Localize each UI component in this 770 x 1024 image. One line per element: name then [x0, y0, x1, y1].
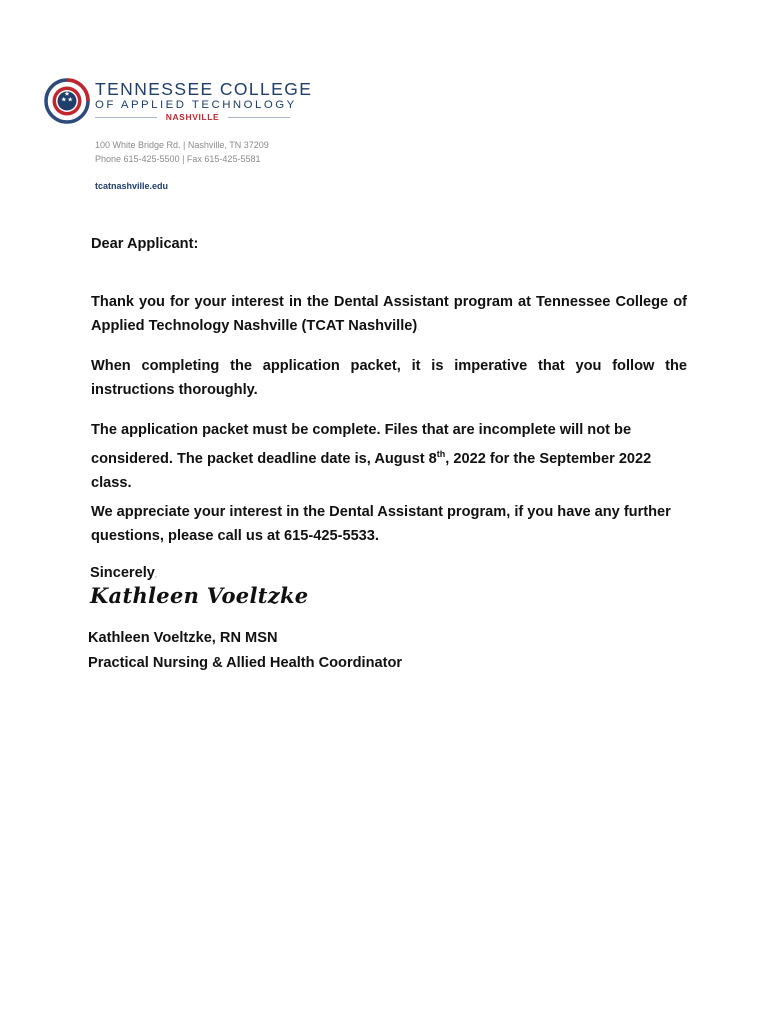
- closing-text: Sincerely: [90, 565, 155, 581]
- paragraph-3-text-a: The application packet must be complete. Files that are incomplete will not be considered. The packet deadline date is, August 8: [91, 422, 632, 467]
- ordinal-suffix: th: [436, 449, 446, 459]
- phone-fax-line: Phone 615-425-5500 | Fax 615-425-5581: [95, 153, 261, 164]
- paragraph-2: When completing the application packet, it is imperative that you follow the instructions thoroughly.: [91, 358, 687, 398]
- paragraph-1-text: Thank you for your interest in the Dental Assistant program at Tennessee College of Applied Technology Nashville (TCAT Nashville): [91, 294, 687, 334]
- handwritten-signature: Kathleen Voeltzke: [90, 583, 309, 608]
- website-link[interactable]: tcatnashville.edu: [95, 181, 169, 191]
- signer-title: Practical Nursing & Allied Health Coordinator: [88, 655, 403, 671]
- institution-name: [95, 79, 313, 122]
- closing-end: ,: [154, 572, 157, 579]
- paragraph-4: We appreciate your interest in the Dental Assistant program, if you have any further questions, please call us at 615-425-5533.: [91, 504, 671, 544]
- paragraph-3: [91, 418, 687, 495]
- paragraph-1-end: .: [417, 325, 420, 332]
- contact-block: [95, 139, 269, 166]
- address-line: 100 White Bridge Rd. | Nashville, TN 37209: [95, 140, 269, 150]
- institution-campus: NASHVILLE: [165, 112, 220, 122]
- paragraph-1: [91, 290, 687, 341]
- divider: [228, 117, 290, 118]
- salutation: Dear Applicant:: [91, 236, 199, 252]
- institution-name-line2: OF APPLIED TECHNOLOGY: [95, 99, 297, 111]
- institution-name-line1: TENNESSEE COLLEGE: [95, 79, 313, 99]
- paragraph-3-text-b: , 2022 for the September 2022 class.: [91, 450, 652, 491]
- tcat-logo-icon: [44, 78, 90, 124]
- signer-name: Kathleen Voeltzke, RN MSN: [88, 630, 278, 646]
- divider: [95, 117, 157, 118]
